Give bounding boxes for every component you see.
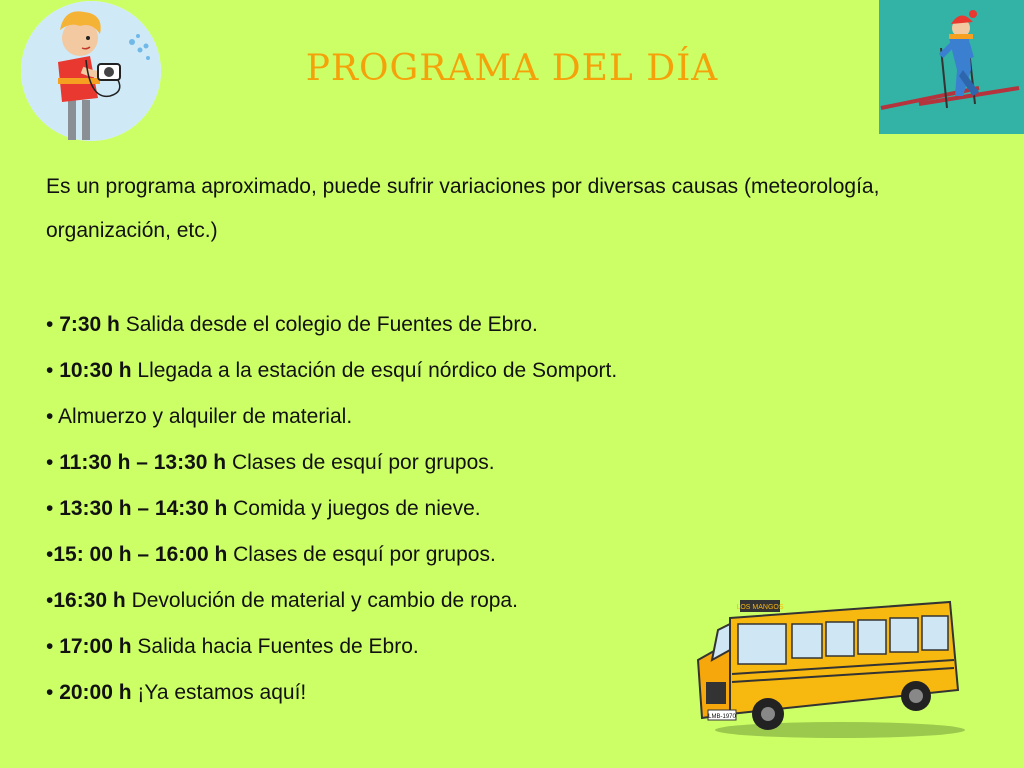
bullet: •: [46, 359, 60, 382]
item-time: 7:30 h: [59, 313, 120, 336]
intro-paragraph: Es un programa aproximado, puede sufrir variaciones por diversas causas (meteorología, organización, etc.): [46, 175, 880, 242]
schedule-item: [46, 348, 766, 394]
bullet: •: [46, 635, 60, 658]
schedule-item: [46, 440, 766, 486]
item-text: Clases de esquí por grupos.: [227, 543, 496, 566]
schedule-item: [46, 394, 766, 440]
item-time: 20:00 h: [59, 681, 132, 704]
bullet: •: [46, 543, 54, 566]
item-text: Devolución de material y cambio de ropa.: [125, 589, 518, 612]
item-time: 10:30 h: [59, 359, 132, 382]
item-text: Clases de esquí por grupos.: [226, 451, 495, 474]
bullet: •: [46, 681, 60, 704]
schedule-item: [46, 624, 766, 670]
item-time: 13:30 h – 14:30 h: [59, 497, 228, 520]
schedule-item: [46, 532, 766, 578]
bus-sign-text: LOS MANGOS: [736, 604, 784, 611]
schedule-item: [46, 670, 766, 716]
item-time: 11:30 h – 13:30 h: [59, 451, 227, 474]
bullet: •: [46, 497, 60, 520]
item-time: 16:30 h: [53, 589, 126, 612]
item-time: 17:00 h: [59, 635, 132, 658]
bullet: •: [46, 589, 54, 612]
item-text: Comida y juegos de nieve.: [227, 497, 481, 520]
schedule-item: [46, 302, 766, 348]
schedule-list: [46, 302, 766, 716]
bus-plate-text: LMB-1970: [708, 714, 736, 720]
bullet: •: [46, 313, 60, 336]
item-text: Salida desde el colegio de Fuentes de Ebro.: [119, 313, 538, 336]
slide-title: PROGRAMA DEL DÍA: [305, 48, 719, 89]
schedule-item: [46, 486, 766, 532]
item-text: Salida hacia Fuentes de Ebro.: [131, 635, 419, 658]
bullet: •: [46, 451, 60, 474]
schedule-item: [46, 578, 766, 624]
item-time: 15: 00 h – 16:00 h: [53, 543, 228, 566]
item-text: ¡Ya estamos aquí!: [131, 681, 307, 704]
bullet: •: [46, 405, 59, 428]
school-bus-illustration: [690, 590, 970, 740]
item-text: Almuerzo y alquiler de material.: [58, 405, 353, 428]
item-text: Llegada a la estación de esquí nórdico de Somport.: [131, 359, 618, 382]
